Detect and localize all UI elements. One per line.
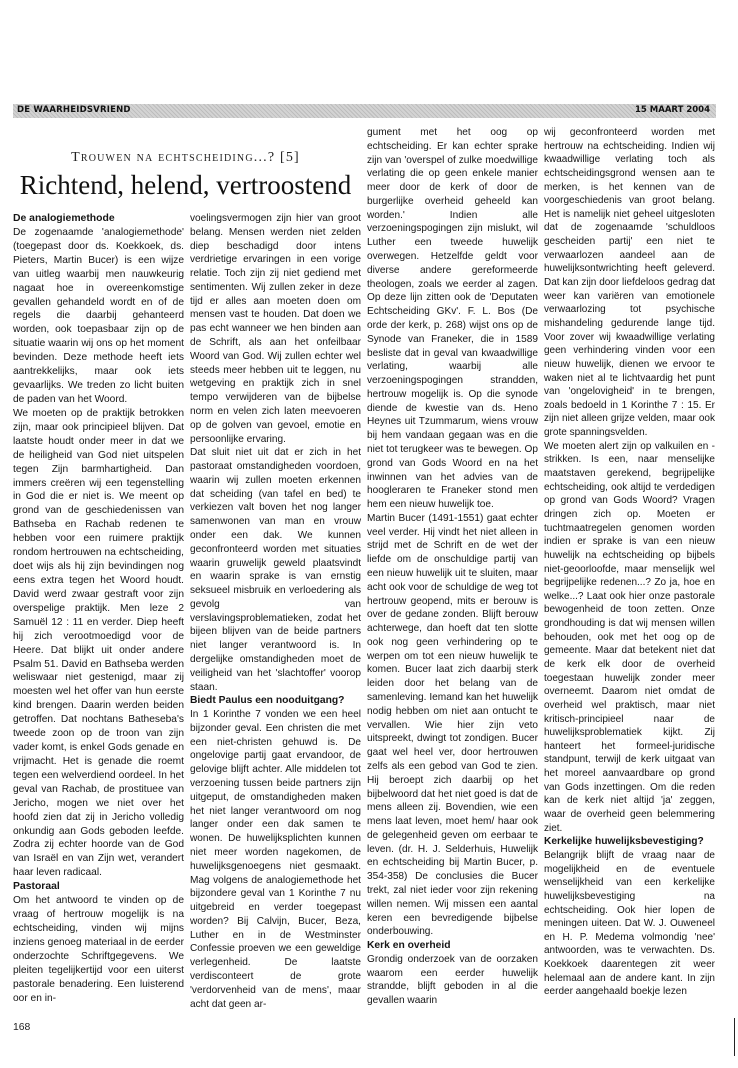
text-column-2 — [190, 212, 361, 1011]
text-column-4 — [544, 126, 715, 999]
body-paragraph: Belangrijk blijft de vraag naar de mogelijkheid en de eventuele wenselijkheid van een kerkelijke huwelijksbevestiging na echtscheiding. Ook hier lopen de meningen uiteen. Dat W. J. Ouweneel en H. P. Medema volmondig 'nee' antwoorden, was te verwachten. Ds. Koekkoek daarentegen zit weer helemaal aan de andere kant. In zijn eerder aangehaald boekje lezen — [544, 849, 715, 998]
text-column-1 — [13, 212, 184, 1006]
body-paragraph: We moeten op de praktijk betrokken zijn, maar ook principieel blijven. Dat laatste houdt onder meer in dat we de heiligheid van God niet uitspelen tegen Zijn barmhartigheid. Dan immers creëren wij een tegenstelling in God die er niet is. We meent op grond van de geschiedenissen van Bathseba en Rachab redenen te hebben voor een ruimere praktijk rondom hertrouwen na echtscheiding, doet wijs als hij zijn bevindingen nog eens extra tegen het Woord houdt. David werd zwaar gestraft voor zijn overspelige praktijk. Men leze 2 Samuël 12 : 11 en verder. Diep heeft hij zich verootmoedigd voor de Heere. Dat blijkt uit onder andere Psalm 51. David en Bathseba werden weliswaar niet gestenigd, maar zij moesten wel het offer van hun eerste kind brengen. Daarin werden beiden getroffen. Dat nochtans Batheseba's tweede zoon op de troon van zijn vader komt, is enkel Gods genade en vrijmacht. Het is genade die roemt tegen een welverdiend oordeel. In het geval van Rachab, de prostituee van Jericho, mogen we niet over het hoofd zien dat zij in Jericho volledig onkundig aan Gods geboden leefde. Zodra zij echter hoorde van de God van Israël en van Zijn wet, verandert haar leven radicaal. — [13, 407, 184, 879]
article-kicker: Trouwen na echtscheiding...? [5] — [71, 150, 300, 165]
publication-name: DE WAARHEIDSVRIEND — [17, 105, 131, 115]
body-paragraph: We moeten alert zijn op valkuilen en -strikken. Is een, naar menselijke maatstaven gerekend, begrijpelijke echtscheiding, ook altijd te verdedigen op grond van Gods Woord? Vragen dringen zich op. Moeten er tuchtmaatregelen genomen worden indien er sprake is van een nieuw huwelijk na echtscheiding op bijbels niet-geoorloofde, maar menselijk wel begrijpelijke redenen...? Zo ja, hoe en welke...? Laat ook hier onze pastorale bewogenheid de toon zetten. Onze grondhouding is dat wij mensen willen behouden, ook met het oog op de gemeente. Maar dat betekent niet dat de kerk elk door de overheid toegestaan huwelijk zonder meer overneemt. Daarom niet omdat de overheid wel praktisch, maar niet kritisch-principieel naar de huwelijksproblematiek kijkt. Zij hanteert het formeel-juridische standpunt, terwijl de kerk uitgaat van het moreel aanvaardbare op grond van Gods inzettingen. Om die reden kan de kerk niet altijd 'ja' zeggen, waar de overheid geen belemmering ziet. — [544, 440, 715, 834]
body-paragraph: In 1 Korinthe 7 vonden we een heel bijzonder geval. Een christen die met een niet-christen gehuwd is. De ongelovige partij gaat ervandoor, de gelovige blijft achter. Alle middelen tot verzoening tussen beide partners zijn uitgeput, de omstandigheden maken het niet langer verantwoord om nog langer onder een dak samen te wonen. De huwelijksplichten kunnen niet meer worden nagekomen, de huwelijksgenoegens niet gesmaakt. Mag volgens de analogiemethode het bijzondere geval van 1 Korinthe 7 nu uitgebreid en verder toegepast worden? Bij Calvijn, Bucer, Beza, Luther en in de Westminster Confessie proeven we een geweldige verlegenheid. De laatste verdisconteert de grote 'verdorvenheid van de mens', maar acht dat geen ar- — [190, 709, 361, 1010]
body-paragraph: Dat sluit niet uit dat er zich in het pastoraat omstandigheden voordoen, waarin wij zullen moeten erkennen dat scheiding (van tafel en bed) te verkiezen valt boven het nog langer samenwonen van man en vrouw onder een dak. We kunnen geconfronteerd worden met situaties waarin gruwelijk geweld plaatsvindt en waarin sprake is van ernstig seksueel misbruik en verloedering als gevolg van verslavingsproblematieken, zodat het bijeen blijven van de beide partners niet langer verantwoord is. In dergelijke omstandigheden moet de veiligheid van het 'slachtoffer' voorop staan. — [190, 447, 361, 693]
section-heading: Pastoraal — [13, 881, 60, 893]
issue-date: 15 MAART 2004 — [635, 105, 710, 115]
body-paragraph: Grondig onderzoek van de oorzaken waarom een eerder huwelijk strandde, blijft geboden in al die gevallen waarin — [367, 953, 538, 1007]
crop-mark — [728, 1018, 735, 1056]
body-paragraph: gument met het oog op echtscheiding. Er kan echter sprake zijn van 'overspel of zulke moedwillige verlating die op geen enkele manier meer door de kerk of door de burgerlijke overheid geheeld kan worden.' Indien alle verzoeningspogingen zijn mislukt, wil Luther een tweede huwelijk overwegen. Hetzelfde geldt voor diverse andere gereformeerde theologen, zoals we eerder al zagen. Op deze lijn zitten ook de 'Deputaten Echtscheiding GKv'. F. L. Bos (De orde der kerk, p. 268) wijst ons op de Synode van Franeker, die in 1589 besliste dat in geval van kwaadwillige verlating, waarbij alle verzoeningspogingen strandden, hertrouw mogelijk is. Op die synode diende de kwestie van ds. Heno Heynes uit Tzummarum, wiens vrouw bij hem vandaan gegaan was en die niet tot terugkeer was te bewegen. Op grond van Gods Woord en na het inwinnen van het advies van de hoogleraren te Franeker stond men hem een nieuw huwelijk toe. — [367, 127, 538, 511]
section-heading: Kerkelijke huwelijksbevestiging? — [544, 836, 704, 848]
body-paragraph: De zogenaamde 'analogiemethode' (toegepast door ds. Koekkoek, ds. Pieters, Martin Bucer) is een wijze van uitleg waarbij men nauwkeurig nagaat hoe in overeenkomstige gevallen gehandeld wordt en of de regels die daarbij gehanteerd worden, ook toepasbaar zijn op de situatie waarin wij ons op het moment bevinden. Deze methode heeft iets aantrekkelijks, maar ook iets gevaarlijks. We treden zo licht buiten de paden van het Woord. — [13, 226, 184, 405]
body-paragraph: voelingsvermogen zijn hier van groot belang. Mensen werden niet zelden diep beschadigd door intens verdrietige ervaringen in een vorige relatie. Toch zijn zij niet gediend met sentimenten. Wij zullen zeker in deze tijd er alles aan moeten doen om mensen vast te houden. Dat doen we pas echt wanneer we hen binden aan de Schrift, als aan het onfeilbaar Woord van God. Wij zullen echter wel steeds meer hebben uit te leggen, nu wetgeving en praktijk zich in snel tempo verwijderen van de bijbelse norm en velen zich laten meevoeren op de golven van gevoel, emotie en persoonlijke ervaring. — [190, 213, 361, 445]
page-number: 168 — [13, 1022, 31, 1033]
section-heading: Kerk en overheid — [367, 940, 451, 952]
section-heading: Biedt Paulus een nooduitgang? — [190, 695, 345, 707]
text-column-3 — [367, 126, 538, 1008]
section-heading: De analogiemethode — [13, 213, 115, 224]
body-paragraph: Martin Bucer (1491-1551) gaat echter veel verder. Hij vindt het niet alleen in strijd met de Schrift en de wet der liefde om de onschuldige partij van een nieuw huwelijk uit te sluiten, maar acht ook voor de schuldige de weg tot hertrouw geopend, mits er berouw is over de gedane zonden. Blijft berouw achterwege, dan hoeft dat ten slotte ook nog geen verhindering op te werpen om tot een nieuw huwelijk te komen. Bucer laat zich daarbij sterk leiden door het belang van de samenleving. Iemand kan het huwelijk nodig hebben om niet aan ontucht te vervallen. Wie hier zijn veto uitspreekt, dwingt tot zondigen. Bucer gaat wel heel ver, door hertrouwen zelfs als een gebod van God te zien. Hij beroept zich daarbij op het bijbelwoord dat het niet goed is dat de mens alleen zij. Bovendien, wie een mens laat leven, moet hem/ haar ook de gelegenheid geven om eerbaar te leven. (dr. H. J. Selderhuis, Huwelijk en echtscheiding bij Martin Bucer, p. 354-358) De conclusies die Bucer trekt, zal niet ieder voor zijn rekening willen nemen. Wij missen een aantal keren een bevredigende bijbelse onderbouwing. — [367, 512, 538, 938]
body-paragraph: wij geconfronteerd worden met hertrouw na echtscheiding. Indien wij kwaadwillige verlating toch als echtscheidingsgrond wensen aan te merken, is het kennen van de voorgeschiedenis van groot belang. Het is namelijk niet geheel uitgesloten dat de zogenaamde 'schuldloos gescheiden partij' een niet te verwaarlozen aandeel aan de huwelijksontwrichting heeft geleverd. Dat kan zijn door liefdeloos gedrag dat weer kan variëren van emotionele verwaarlozing tot psychische mishandeling gedurende lange tijd. Voor zover wij kwaadwillige verlating geen verhindering vinden voor een nieuw huwelijk, dienen we ervoor te waken niet al te lichtvaardig het punt van 'ongelovigheid' in te brengen, zoals bedoeld in 1 Korinthe 7 : 15. Er zijn niet alleen grijze velden, maar ook grote spanningsvelden. — [544, 127, 715, 439]
running-header — [13, 104, 716, 118]
article-title: Richtend, helend, vertroostend — [19, 170, 352, 200]
body-paragraph: Om het antwoord te vinden op de vraag of hertrouw mogelijk is na echtscheiding, vinden wij mijns inziens genoeg materiaal in de eerder onderzochte Schriftgegevens. We pleiten tegelijkertijd voor een uiterst pastorale benadering. Een luisterend oor en in- — [13, 895, 184, 1004]
